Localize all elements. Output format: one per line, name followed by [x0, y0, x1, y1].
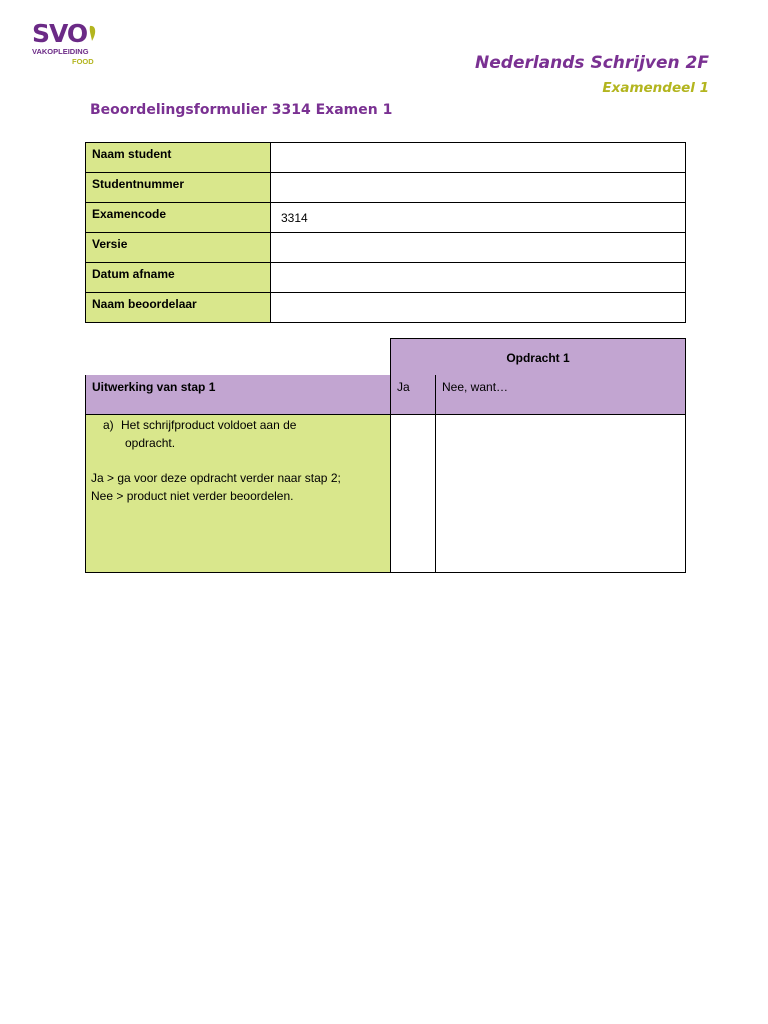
document-title: Nederlands Schrijven 2F [475, 53, 709, 73]
yes-column-header: Ja [397, 380, 410, 394]
student-info-table [85, 142, 686, 323]
logo-tagline-1: VAKOPLEIDING [32, 47, 89, 56]
info-label: Naam beoordelaar [86, 293, 271, 323]
info-label: Naam student [86, 143, 271, 173]
criterion-text-line2: opdracht. [125, 436, 176, 450]
info-value-field[interactable] [271, 233, 686, 263]
yes-answer-cell[interactable] [390, 414, 436, 573]
logo-tagline-2: FOOD [72, 57, 94, 66]
opdracht-header: Opdracht 1 [506, 351, 570, 365]
info-value-field[interactable] [271, 143, 686, 173]
info-label: Versie [86, 233, 271, 263]
step-header: Uitwerking van stap 1 [92, 380, 216, 394]
criterion-marker: a) [103, 418, 114, 432]
assessment-table [85, 338, 686, 573]
info-value-field[interactable]: 3314 [271, 203, 686, 233]
info-row [86, 263, 686, 293]
logo-wordmark: SVO [32, 19, 88, 48]
yes-header-cell [390, 375, 435, 415]
criterion-text-line1: Het schrijfproduct voldoet aan de [121, 418, 297, 432]
info-row [86, 143, 686, 173]
info-label: Datum afname [86, 263, 271, 293]
info-value-field[interactable] [271, 173, 686, 203]
criterion-cell [85, 414, 391, 573]
document-subtitle: Examendeel 1 [602, 80, 709, 96]
form-title: Beoordelingsformulier 3314 Examen 1 [90, 102, 393, 118]
info-row [86, 293, 686, 323]
no-column-header: Nee, want… [442, 380, 509, 394]
no-header-cell [435, 375, 686, 415]
info-label: Studentnummer [86, 173, 271, 203]
logo-leaf-icon [88, 23, 98, 43]
info-label: Examencode [86, 203, 271, 233]
info-value-field[interactable] [271, 263, 686, 293]
info-value-field[interactable] [271, 293, 686, 323]
no-answer-cell[interactable] [435, 414, 686, 573]
info-row [86, 173, 686, 203]
instruction-line1: Ja > ga voor deze opdracht verder naar stap 2; [91, 471, 341, 485]
step-header-cell [85, 375, 390, 415]
instruction-line2: Nee > product niet verder beoordelen. [91, 489, 294, 503]
info-row [86, 233, 686, 263]
opdracht-header-cell [390, 338, 686, 375]
svo-logo [32, 19, 112, 66]
info-row [86, 203, 686, 233]
